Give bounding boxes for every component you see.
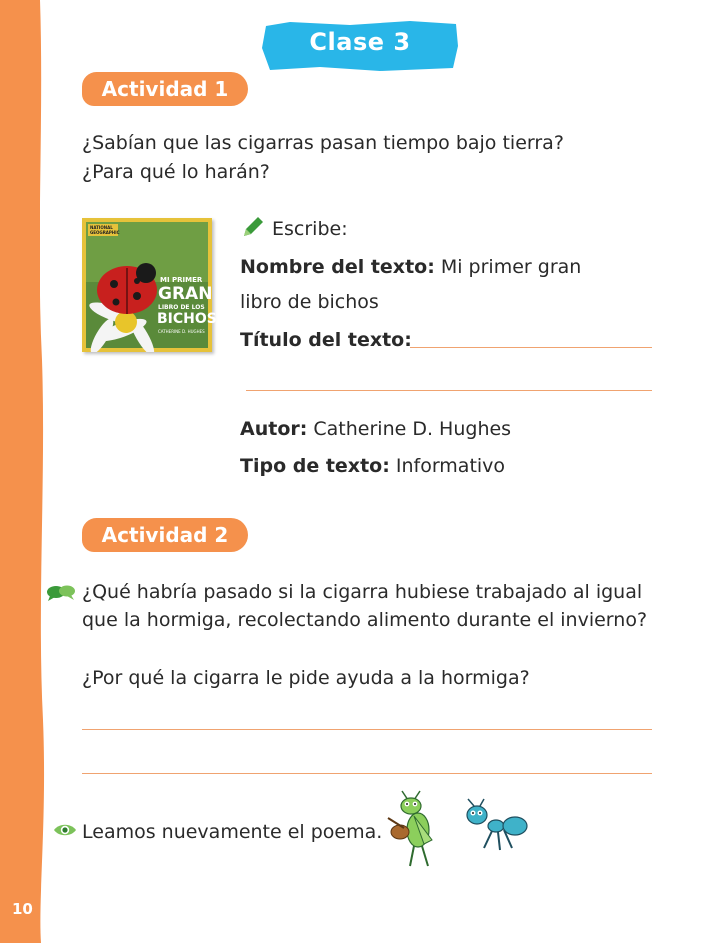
book-title-line-1: MI PRIMER xyxy=(160,276,203,284)
book-publisher: NATIONAL GEOGRAPHIC xyxy=(90,225,120,235)
cicada-with-guitar-illustration xyxy=(384,790,448,870)
activity-1-question-line-1: ¿Sabían que las cigarras pasan tiempo bajo tierra? xyxy=(82,132,564,154)
side-band-wavy-edge xyxy=(0,0,50,943)
text-type-row xyxy=(240,452,505,480)
write-instruction: Escribe: xyxy=(272,218,348,240)
text-name-value-line-1: Mi primer gran xyxy=(440,256,582,278)
text-name-value-line-2: libro de bichos xyxy=(240,291,379,313)
activity-2-question-2: ¿Por qué la cigarra le pide ayuda a la hormiga? xyxy=(82,667,530,689)
book-title-line-4: BICHOS xyxy=(157,311,217,327)
text-type-label: Tipo de texto: xyxy=(240,455,390,477)
ant-illustration xyxy=(460,798,530,854)
author-label: Autor: xyxy=(240,418,308,440)
activity-1-question-line-2: ¿Para qué lo harán? xyxy=(82,161,270,183)
author-row xyxy=(240,415,511,443)
book-title-line-2: GRAN xyxy=(158,284,213,304)
activity-1-badge: Actividad 1 xyxy=(82,72,248,106)
book-cover-image xyxy=(82,218,217,352)
reread-poem-instruction: Leamos nuevamente el poema. xyxy=(82,821,383,843)
answer-line-1[interactable] xyxy=(82,729,652,730)
book-title-line-3: LIBRO DE LOS xyxy=(158,304,205,311)
author-value: Catherine D. Hughes xyxy=(313,418,512,440)
pencil-icon xyxy=(240,214,266,240)
eye-icon xyxy=(53,822,77,838)
page-number: 10 xyxy=(12,900,33,918)
text-type-value: Informativo xyxy=(395,455,506,477)
text-title-label: Título del texto: xyxy=(240,329,412,351)
text-title-answer-line-1[interactable] xyxy=(410,347,652,348)
class-title: Clase 3 xyxy=(309,28,411,56)
text-name-label: Nombre del texto: xyxy=(240,256,435,278)
activity-2-question-1-line-2: que la hormiga, recolectando alimento durante el invierno? xyxy=(82,609,648,631)
speech-bubbles-icon xyxy=(46,584,76,602)
activity-2-question-1-line-1: ¿Qué habría pasado si la cigarra hubiese trabajado al igual xyxy=(82,581,643,603)
activity-2-badge: Actividad 2 xyxy=(82,518,248,552)
book-author: CATHERINE D. HUGHES xyxy=(158,329,205,334)
text-title-answer-line-2[interactable] xyxy=(246,390,652,391)
text-name-row xyxy=(240,253,660,281)
answer-line-2[interactable] xyxy=(82,773,652,774)
